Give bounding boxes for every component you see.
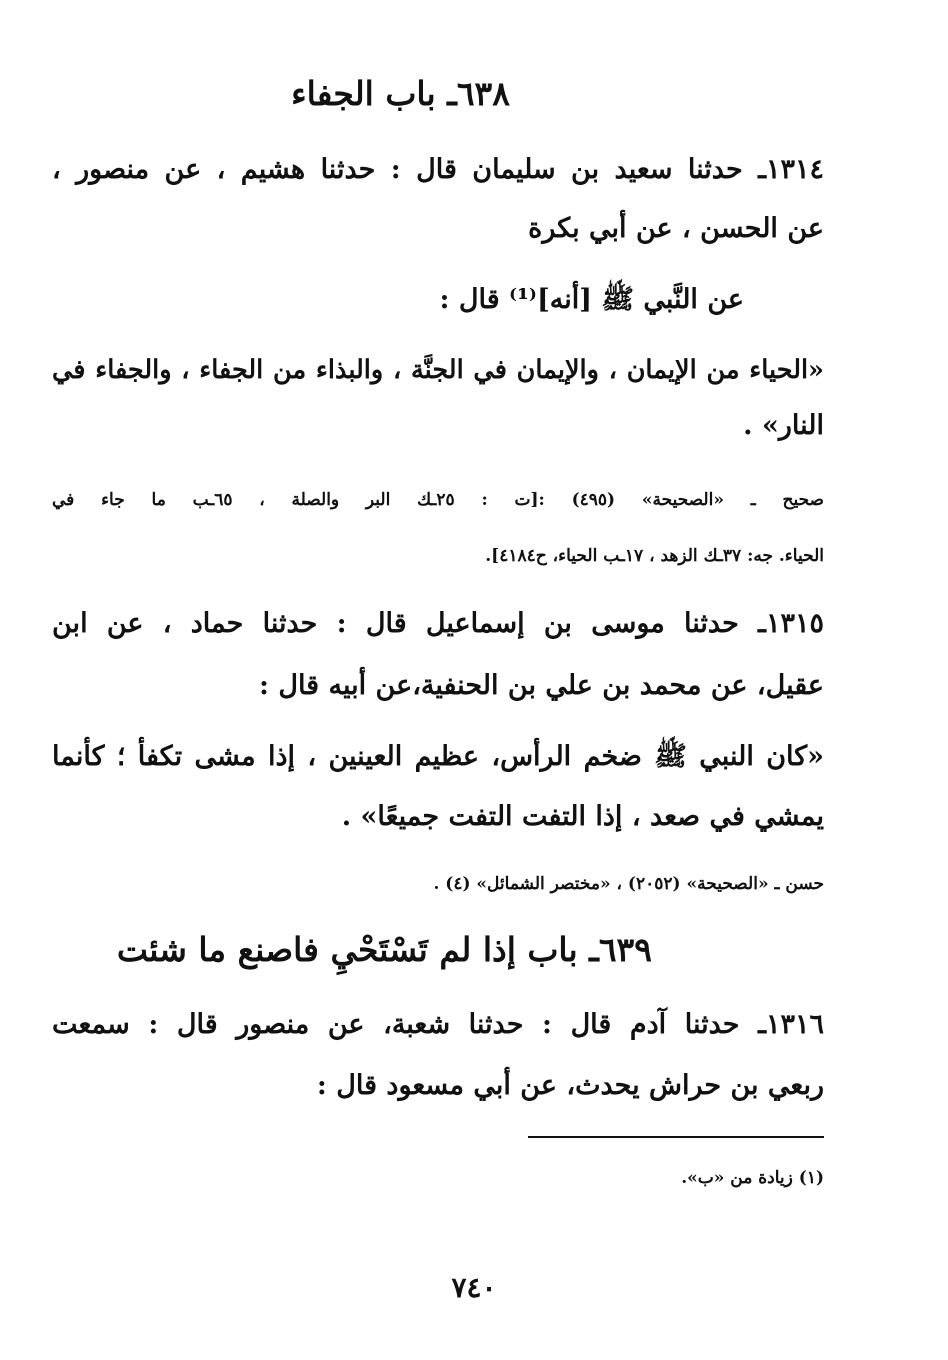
hadith-1315-line-3: «كان النبي ﷺ ضخم الرأس، عظيم العينين ، إذا مشى تكفأ ؛ كأنما [52, 741, 824, 772]
page-number: ٧٤٠ [451, 1271, 497, 1304]
footnote: (١) زيادة من «ب». [681, 1168, 824, 1188]
hadith-1314-grading-line-2: الحياء. جه: ٣٧ـك الزهد ، ١٧ـب الحياء، ح٤١٨٤]. [485, 546, 824, 566]
hadith-1314-line-4: «الحياء من الإيمان ، والإيمان في الجنَّة ، والبذاء من الجفاء ، والجفاء في [52, 355, 824, 385]
hadith-1315-grading-line-1: حسن ـ «الصحيحة» (٢٠٥٢) ، «مختصر الشمائل» (٤) . [433, 874, 824, 894]
hadith-1314-line-1: ١٣١٤ـ حدثنا سعيد بن سليمان قال : حدثنا هشيم ، عن منصور ، [52, 154, 824, 185]
hadith-1315-line-1: ١٣١٥ـ حدثنا موسى بن إسماعيل قال : حدثنا حماد ، عن ابن [52, 608, 824, 639]
hadith-1316-line-1: ١٣١٦ـ حدثنا آدم قال : حدثنا شعبة، عن منصور قال : سمعت [52, 1009, 824, 1040]
hadith-1314-line-3: عن النَّبي ﷺ [أنه]⁽¹⁾ قال : [439, 284, 744, 315]
hadith-1315-line-4: يمشي في صعد ، إذا التفت التفت جميعًا» . [341, 801, 824, 832]
hadith-1315-line-2: عقيل، عن محمد بن علي بن الحنفية،عن أبيه قال : [258, 670, 824, 701]
chapter-heading-638: ٦٣٨ـ باب الجفاء [291, 74, 510, 113]
hadith-1314-line-5: النار» . [743, 410, 824, 441]
chapter-heading-639: ٦٣٩ـ باب إذا لم تَسْتَحْيِ فاصنع ما شئت [116, 930, 652, 969]
hadith-1316-line-2: ربعي بن حراش يحدث، عن أبي مسعود قال : [316, 1070, 824, 1101]
hadith-1314-grading-line-1: صحيح ـ «الصحيحة» (٤٩٥) :[ت : ٢٥ـك البر والصلة ، ٦٥ـب ما جاء في [52, 490, 824, 510]
footnote-separator [528, 1136, 824, 1138]
hadith-1314-line-2: عن الحسن ، عن أبي بكرة [528, 213, 824, 244]
